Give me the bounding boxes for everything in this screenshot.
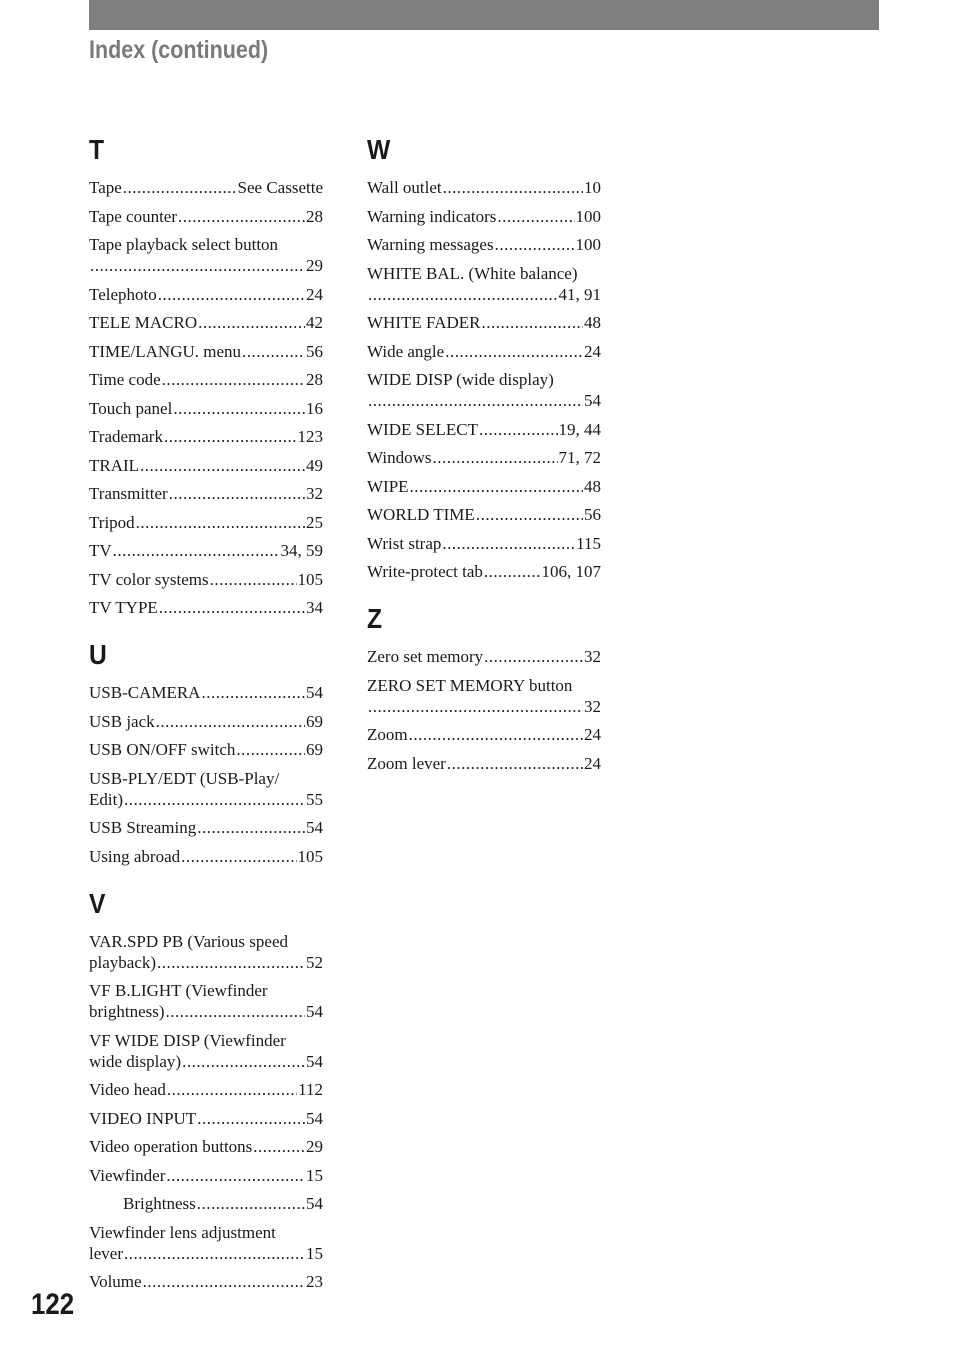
dot-leader	[123, 177, 237, 198]
dot-leader	[410, 476, 583, 497]
entry-pages: 15	[306, 1165, 323, 1185]
dot-leader	[242, 341, 305, 362]
index-entry	[367, 447, 601, 468]
entry-term: TIME/LANGU. menu	[89, 341, 242, 361]
index-entry	[367, 177, 601, 198]
entry-pages: 16	[306, 398, 323, 418]
dot-leader	[253, 1136, 305, 1157]
entry-pages: 54	[306, 1002, 323, 1021]
entry-term: WIPE	[367, 476, 409, 496]
dot-leader	[210, 569, 297, 590]
dot-leader	[201, 682, 305, 703]
index-entry	[89, 1222, 323, 1264]
dot-leader	[167, 1079, 297, 1100]
entry-pages: 29	[306, 256, 323, 275]
index-entry	[367, 234, 601, 255]
entry-term: Using abroad	[89, 846, 181, 866]
entry-term: TELE MACRO	[89, 313, 198, 332]
entry-term: Wall outlet	[367, 178, 442, 197]
entry-pages: 100	[575, 235, 601, 254]
index-entry	[89, 768, 323, 810]
dot-leader	[164, 426, 297, 447]
index-section	[89, 889, 323, 1293]
dot-leader	[182, 1051, 305, 1072]
entry-pages: 32	[584, 647, 601, 666]
dot-leader	[156, 711, 305, 732]
entry-term: Tape counter	[89, 206, 178, 226]
dot-leader	[166, 1165, 305, 1186]
entry-term: TV	[89, 541, 112, 560]
index-entry	[367, 561, 601, 582]
entry-pages: 52	[306, 952, 323, 972]
entry-term: TV TYPE	[89, 598, 158, 617]
dot-leader	[409, 724, 583, 745]
entry-pages: 34	[306, 598, 323, 617]
index-entry	[367, 504, 601, 525]
dot-leader	[159, 597, 305, 618]
dot-leader	[181, 846, 296, 867]
section-letter: W	[367, 134, 391, 165]
index-section	[89, 135, 323, 618]
index-entry	[89, 846, 323, 867]
entry-pages: 28	[306, 370, 323, 389]
index-entry	[89, 1136, 323, 1157]
entry-term: Viewfinder	[89, 1165, 166, 1185]
index-entry	[89, 1079, 323, 1100]
entry-term: USB-CAMERA	[89, 683, 201, 702]
entry-pages: 41, 91	[558, 284, 601, 304]
entry-term: Edit)	[89, 789, 123, 809]
index-section	[367, 604, 601, 774]
dot-leader	[484, 561, 541, 582]
index-entry	[367, 341, 601, 362]
dot-leader	[479, 419, 558, 440]
entry-term: Telephoto	[89, 284, 157, 304]
index-entry	[367, 263, 601, 305]
entry-term: Time code	[89, 370, 161, 389]
page-title: Index (continued)	[89, 36, 269, 64]
entry-pages: 123	[297, 427, 323, 446]
index-entry	[89, 1108, 323, 1129]
dot-leader	[169, 483, 305, 504]
index-entry	[89, 426, 323, 447]
dot-leader	[140, 455, 305, 476]
index-entry	[89, 177, 323, 198]
index-entry	[89, 512, 323, 533]
entry-pages: 105	[297, 846, 323, 866]
index-entry	[89, 682, 323, 703]
index-entry	[367, 476, 601, 497]
index-entry	[89, 569, 323, 590]
dot-leader	[166, 1001, 305, 1022]
entry-term: Write-protect tab	[367, 562, 483, 581]
index-entry	[89, 1193, 323, 1214]
entry-pages: 42	[306, 313, 323, 332]
index-entry	[89, 483, 323, 504]
dot-leader	[197, 1108, 305, 1129]
section-letter: V	[89, 887, 106, 919]
entry-pages: 32	[306, 484, 323, 503]
entry-pages: 69	[306, 740, 323, 759]
dot-leader	[197, 817, 305, 838]
entry-term: Zoom lever	[367, 753, 446, 773]
entry-term: Transmitter	[89, 484, 168, 503]
entry-term: Windows	[367, 448, 432, 467]
entry-text-line: VF B.LIGHT (Viewfinder	[89, 981, 268, 1000]
entry-pages: 10	[584, 178, 601, 197]
dot-leader	[173, 398, 305, 419]
header-bar	[89, 0, 879, 30]
dot-leader	[495, 234, 575, 255]
index-entry	[89, 234, 323, 276]
index-entry	[89, 739, 323, 760]
entry-text-line: VF WIDE DISP (Viewfinder	[89, 1030, 286, 1050]
entry-pages: 25	[306, 512, 323, 532]
dot-leader	[143, 1271, 305, 1292]
index-entry	[89, 931, 323, 973]
entry-term: USB ON/OFF switch	[89, 740, 236, 759]
entry-term: wide display)	[89, 1051, 182, 1071]
dot-leader	[447, 753, 583, 774]
entry-term: Brightness	[123, 1194, 196, 1213]
entry-pages: 34, 59	[280, 541, 323, 560]
entry-term: WORLD TIME	[367, 505, 475, 524]
entry-pages: 71, 72	[558, 448, 601, 467]
index-entry	[367, 312, 601, 333]
page-number: 122	[31, 1288, 75, 1321]
index-section	[367, 135, 601, 582]
index-entry	[89, 369, 323, 390]
index-column-right	[367, 135, 601, 796]
entry-term: WIDE SELECT	[367, 419, 478, 439]
entry-term: playback)	[89, 952, 157, 972]
entry-term: TRAIL	[89, 455, 140, 475]
index-entry	[367, 369, 601, 411]
index-entry	[89, 312, 323, 333]
index-entry	[89, 398, 323, 419]
index-entry	[89, 1165, 323, 1186]
entry-term: Wrist strap	[367, 533, 442, 553]
entry-pages: 105	[297, 569, 323, 589]
dot-leader	[124, 1243, 305, 1264]
entry-pages: 54	[306, 683, 323, 702]
index-entry	[89, 540, 323, 561]
entry-pages: 24	[584, 341, 601, 361]
dot-leader	[113, 540, 280, 561]
dot-leader	[368, 284, 558, 305]
entry-term: Video head	[89, 1080, 166, 1099]
dot-leader	[484, 646, 583, 667]
index-entry	[89, 597, 323, 618]
index-column-left	[89, 135, 323, 1314]
entry-pages: 49	[306, 455, 323, 475]
entry-text-line: Tape playback select button	[89, 235, 279, 254]
entry-term: brightness)	[89, 1002, 165, 1021]
index-entry	[89, 341, 323, 362]
entry-pages: 15	[306, 1243, 323, 1263]
entry-pages: 100	[575, 206, 601, 226]
entry-pages: 106, 107	[541, 562, 601, 581]
entry-pages: 29	[306, 1137, 323, 1156]
entry-term: lever	[89, 1243, 123, 1263]
section-letter: T	[89, 134, 105, 165]
dot-leader	[432, 447, 557, 468]
dot-leader	[443, 177, 583, 198]
dot-leader	[481, 312, 583, 333]
index-entry	[89, 1030, 323, 1072]
entry-text-line: Viewfinder lens adjustment	[89, 1222, 276, 1242]
entry-pages: 112	[298, 1080, 323, 1099]
entry-term: TV color systems	[89, 569, 209, 589]
entry-pages: 48	[584, 476, 601, 496]
entry-term: Zoom	[367, 725, 408, 744]
entry-text-line: VAR.SPD PB (Various speed	[89, 931, 288, 951]
entry-term: Trademark	[89, 427, 163, 446]
dot-leader	[158, 284, 305, 305]
entry-pages: 55	[306, 789, 323, 809]
index-entry	[367, 675, 601, 717]
entry-text-line: WIDE DISP (wide display)	[367, 370, 554, 389]
dot-leader	[442, 533, 575, 554]
entry-pages: 54	[306, 1051, 323, 1071]
dot-leader	[368, 696, 583, 717]
index-entry	[89, 284, 323, 305]
index-entry	[367, 419, 601, 440]
dot-leader	[124, 789, 305, 810]
entry-pages: 54	[584, 391, 601, 410]
entry-text-line: ZERO SET MEMORY button	[367, 675, 573, 695]
dot-leader	[197, 1193, 305, 1214]
entry-pages: 23	[306, 1272, 323, 1291]
dot-leader	[368, 390, 583, 411]
entry-term: USB Streaming	[89, 818, 197, 837]
entry-term: Tape	[89, 178, 122, 197]
entry-text-line: WHITE BAL. (White balance)	[367, 263, 578, 283]
dot-leader	[157, 952, 305, 973]
section-letter: U	[89, 639, 107, 670]
entry-term: Wide angle	[367, 341, 445, 361]
entry-pages: 56	[306, 341, 323, 361]
entry-pages: 56	[584, 505, 601, 524]
entry-term: USB jack	[89, 711, 155, 731]
entry-term: Warning messages	[367, 235, 494, 254]
dot-leader	[162, 369, 305, 390]
entry-pages: 28	[306, 206, 323, 226]
entry-pages: 54	[306, 1194, 323, 1213]
entry-pages: 69	[306, 711, 323, 731]
entry-pages: 32	[584, 696, 601, 716]
index-entry	[367, 533, 601, 554]
entry-term: Video operation buttons	[89, 1137, 253, 1156]
index-entry	[367, 206, 601, 227]
dot-leader	[178, 206, 305, 227]
index-entry	[89, 206, 323, 227]
dot-leader	[90, 255, 305, 276]
entry-pages: 24	[584, 725, 601, 744]
index-entry	[89, 817, 323, 838]
index-entry	[89, 980, 323, 1022]
index-entry	[367, 724, 601, 745]
entry-pages: 24	[584, 753, 601, 773]
entry-pages: 54	[306, 1108, 323, 1128]
index-entry	[89, 711, 323, 732]
section-letter: Z	[367, 603, 383, 634]
index-entry	[367, 646, 601, 667]
entry-pages: 19, 44	[558, 419, 601, 439]
index-entry	[367, 753, 601, 774]
entry-pages: 54	[306, 818, 323, 837]
entry-text-line: USB-PLY/EDT (USB-Play/	[89, 768, 280, 788]
entry-term: Zero set memory	[367, 647, 484, 666]
dot-leader	[476, 504, 583, 525]
dot-leader	[445, 341, 583, 362]
entry-term: Warning indicators	[367, 206, 497, 226]
dot-leader	[497, 206, 574, 227]
entry-pages: 48	[584, 313, 601, 332]
entry-pages: 24	[306, 284, 323, 304]
entry-term: Touch panel	[89, 398, 173, 418]
entry-term: Tripod	[89, 512, 135, 532]
entry-term: VIDEO INPUT	[89, 1108, 197, 1128]
entry-term: Volume	[89, 1272, 142, 1291]
index-section	[89, 640, 323, 867]
index-entry	[89, 455, 323, 476]
dot-leader	[136, 512, 305, 533]
index-entry	[89, 1271, 323, 1292]
dot-leader	[198, 312, 305, 333]
entry-term: WHITE FADER	[367, 313, 481, 332]
entry-pages: 115	[576, 533, 601, 553]
entry-pages: See Cassette	[237, 178, 323, 197]
dot-leader	[236, 739, 305, 760]
